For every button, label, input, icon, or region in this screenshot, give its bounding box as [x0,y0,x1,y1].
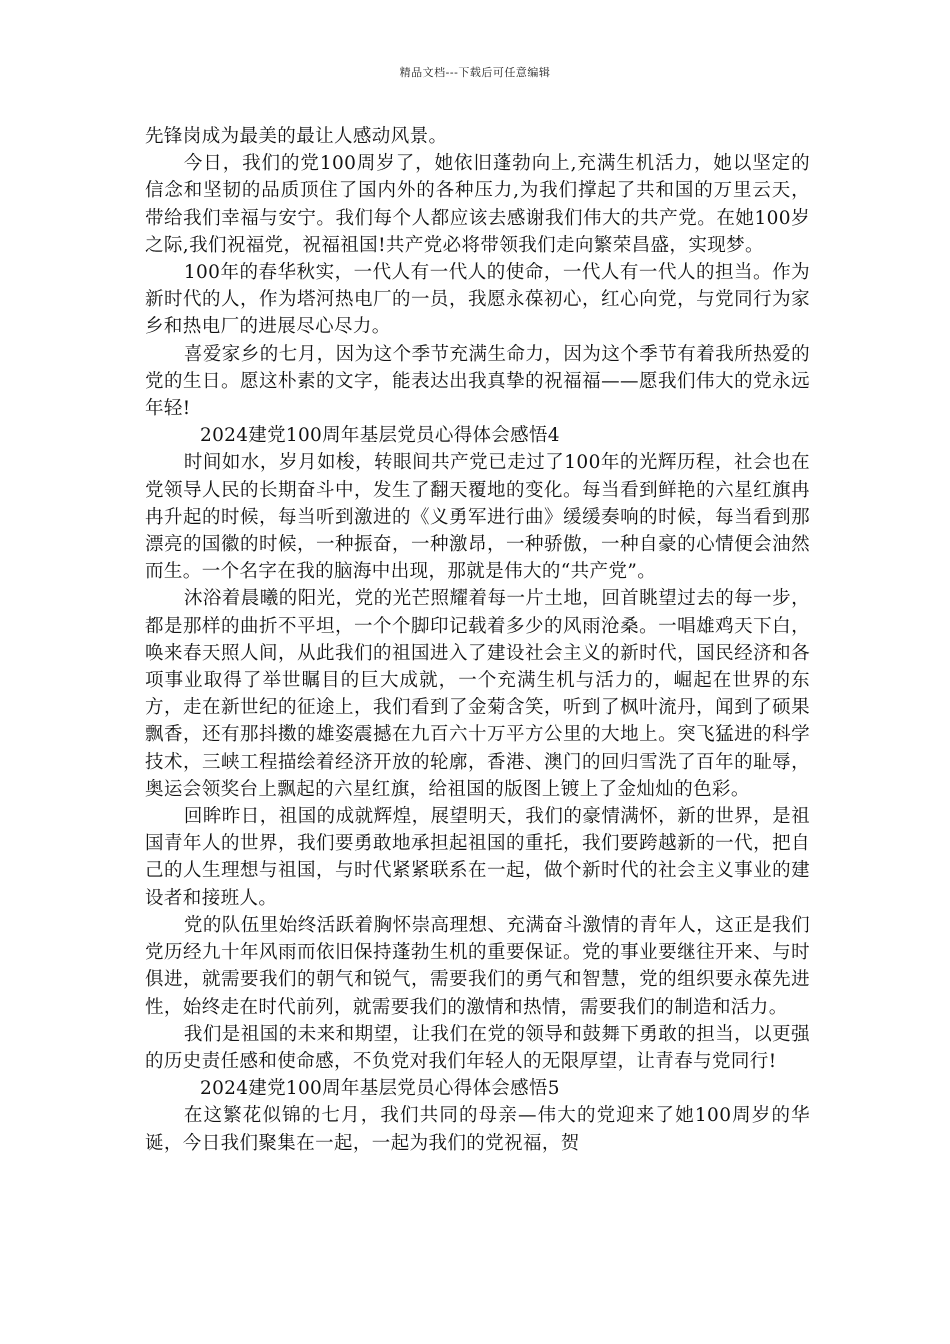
paragraph: 时间如水，岁月如梭，转眼间共产党已走过了100年的光辉历程，社会也在党领导人民的长期奋斗中，发生了翻天覆地的变化。每当看到鲜艳的六星红旗冉冉升起的时候，每当听到激进的《义勇军进行曲》缓缓奏响的时候，每当看到那漂亮的国徽的时候，一种振奋，一种激昂，一种骄傲，一种自豪的心情便会油然而生。一个名字在我的脑海中出现，那就是伟大的“共产党”。 [145,452,810,583]
paragraph: 今日，我们的党100周岁了，她依旧蓬勃向上,充满生机活力，她以坚定的信念和坚韧的品质顶住了国内外的各种压力,为我们撑起了共和国的万里云天，带给我们幸福与安宁。我们每个人都应该去感谢我们伟大的共产党。在她100岁之际,我们祝福党，祝福祖国!共产党必将带领我们走向繁荣昌盛，实现梦。 [145,153,810,256]
paragraph: 沐浴着晨曦的阳光，党的光芒照耀着每一片土地，回首眺望过去的每一步，都是那样的曲折不平坦，一个个脚印记载着多少的风雨沧桑。一唱雄鸡天下白，唤来春天照人间，从此我们的祖国进入了建设社会主义的新时代，国民经济和各项事业取得了举世瞩目的巨大成就，一个充满生机与活力的，崛起在世界的东方，走在新世纪的征途上，我们看到了金菊含笑，听到了枫叶流丹，闻到了硕果飘香，还有那抖擞的雄姿震撼在九百六十万平方公里的大地上。突飞猛进的科学技术，三峡工程描绘着经济开放的轮廓，香港、澳门的回归雪洗了百年的耻辱，奥运会领奖台上飘起的六星红旗，给祖国的版图上镀上了金灿灿的色彩。 [145,588,810,800]
document-body [145,123,810,1157]
paragraph: 在这繁花似锦的七月，我们共同的母亲—伟大的党迎来了她100周岁的华诞，今日我们聚集在一起，一起为我们的党祝福，贺 [145,1105,810,1154]
paragraph: 我们是祖国的未来和期望，让我们在党的领导和鼓舞下勇敢的担当，以更强的历史责任感和使命感，不负党对我们年轻人的无限厚望，让青春与党同行! [145,1023,810,1072]
page-header: 精品文档---下载后可任意编辑 [399,66,551,79]
paragraph: 回眸昨日，祖国的成就辉煌，展望明天，我们的豪情满怀，新的世界，是祖国青年人的世界，我们要勇敢地承担起祖国的重托，我们要跨越新的一代，把自己的人生理想与祖国，与时代紧紧联系在一起，做个新时代的社会主义事业的建设者和接班人。 [145,806,810,909]
paragraph: 喜爱家乡的七月，因为这个季节充满生命力，因为这个季节有着我所热爱的党的生日。愿这朴素的文字，能表达出我真挚的祝福福——愿我们伟大的党永远年轻! [145,343,810,420]
paragraph: 100年的春华秋实，一代人有一代人的使命，一代人有一代人的担当。作为新时代的人，作为塔河热电厂的一员，我愿永葆初心，红心向党，与党同行为家乡和热电厂的进展尽心尽力。 [145,262,810,338]
section-heading-4: 2024建党100周年基层党员心得体会感悟4 [200,425,560,447]
paragraph: 党的队伍里始终活跃着胸怀崇高理想、充满奋斗激情的青年人，这正是我们党历经九十年风雨而依旧保持蓬勃生机的重要保证。党的事业要继往开来、与时俱进，就需要我们的朝气和锐气，需要我们的勇气和智慧，党的组织要永葆先进性，始终走在时代前列，就需要我们的激情和热情，需要我们的制造和活力。 [145,914,810,1018]
paragraph-continuation: 先锋岗成为最美的最让人感动风景。 [145,126,448,147]
section-heading-5: 2024建党100周年基层党员心得体会感悟5 [200,1078,560,1100]
